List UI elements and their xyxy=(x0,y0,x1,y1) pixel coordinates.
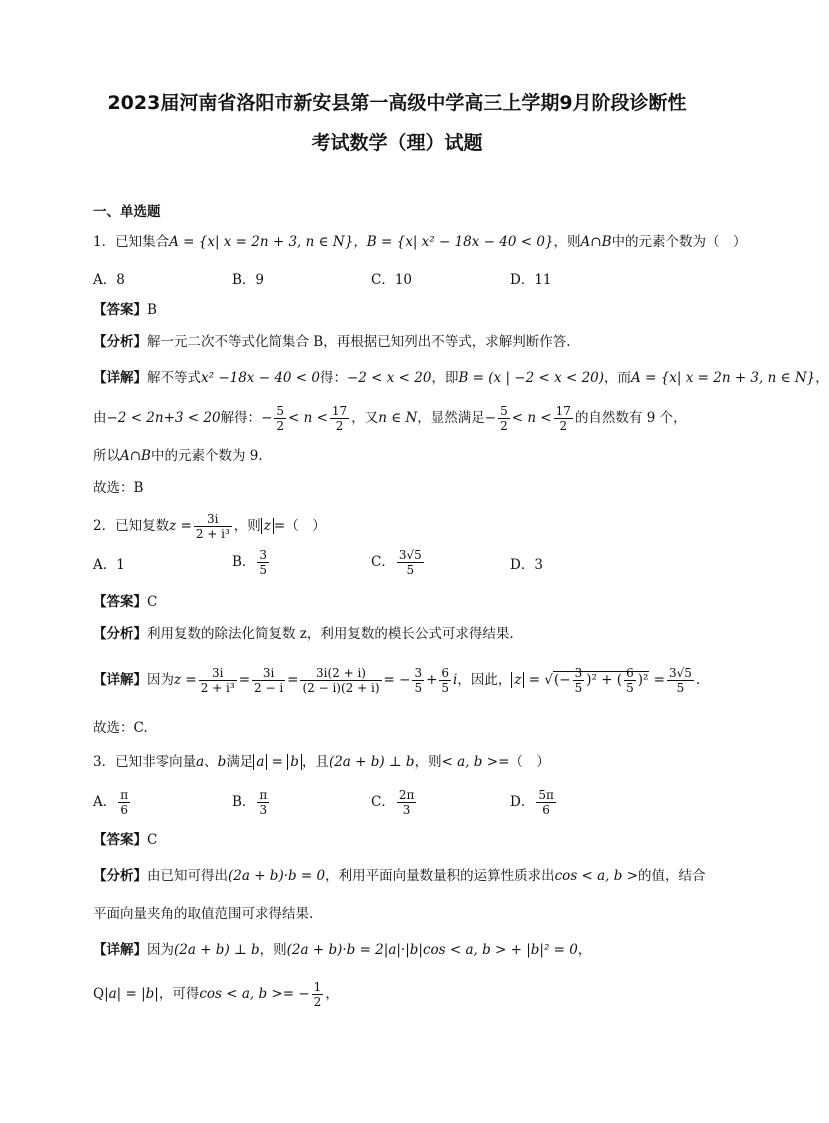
q1-set-a: A = {x| x = 2n + 3, n ∈ N} xyxy=(169,234,354,250)
fraction-den: 2 xyxy=(500,419,508,433)
q3-stem-text: 、 xyxy=(204,754,218,770)
q1-detail-math: B = (x | −2 < x < 20) xyxy=(458,370,605,386)
fraction xyxy=(257,788,269,817)
q3-detail-math: (2a + b)·b = 2|a|·|b|cos < a, b > + |b|² = 0 xyxy=(286,942,578,958)
q2-stem-text: 2．已知复数 xyxy=(93,518,170,534)
fraction-num: 3i xyxy=(194,512,232,527)
q1-detail-math: A = {x| x = 2n + 3, n ∈ N} xyxy=(631,370,816,386)
analysis-tag: 【分析】 xyxy=(93,868,147,884)
q2-stem: 2．已知复数z = $\frac{3i}{\text{2 + i³}}$ ，则 z =（ ） xyxy=(93,512,326,541)
fraction xyxy=(624,666,636,695)
q3-option-d xyxy=(510,788,558,817)
q3-detail-line2 xyxy=(93,980,339,1009)
fraction-num: 5π xyxy=(538,788,554,802)
q1-detail-text: ，即 xyxy=(431,370,459,386)
q3-option-a xyxy=(93,788,132,817)
answer-tag: 【答案】 xyxy=(93,302,147,318)
q1-stem-text: 1．已知集合 xyxy=(93,234,170,250)
q1-analysis-text: 解一元二次不等式化简集合 B，再根据已知列出不等式，求解判断作答. xyxy=(147,334,571,350)
q3-detail-line1 xyxy=(93,940,591,960)
q3-stem: 3．已知非零向量a、b满足 a = b ，且(2a + b) ⊥ b，则< a, b >=（ ） xyxy=(93,754,550,770)
analysis-tag: 【分析】 xyxy=(93,626,147,642)
q1-set-b: ，B = {x| x² − 18x − 40 < 0} xyxy=(353,234,554,250)
q3-analysis-math: (2a + b)·b = 0 xyxy=(228,868,326,884)
fraction-den: 5 xyxy=(441,681,450,695)
option-label: D． xyxy=(510,794,535,810)
fraction-den: 3 xyxy=(402,803,411,817)
q1-detail-math: −2 < x < 20 xyxy=(346,370,432,386)
fraction xyxy=(194,512,232,541)
option-label: A． xyxy=(93,794,117,810)
q1-option-c: C．10 xyxy=(371,272,413,288)
q1-detail-line3 xyxy=(93,446,263,466)
q2-answer xyxy=(93,592,157,612)
q2-conclusion: 故选：C. xyxy=(93,720,148,736)
q1-detail-math: A∩B xyxy=(120,448,151,464)
q3-detail-text: ，可得 xyxy=(158,986,200,1002)
detail-tag: 【详解】 xyxy=(93,370,147,386)
q1-detail-text: ，显然满足 xyxy=(417,410,485,426)
q3-stem-text: ，且 xyxy=(301,754,329,770)
q1-detail-text: 得： xyxy=(319,370,347,386)
q2-analysis xyxy=(93,624,514,644)
fraction-den: 2 − i xyxy=(254,681,284,695)
fraction-den: 2 xyxy=(559,419,568,433)
q2-detail: 【详解】因为z = $\frac{3i}{\text{2 + i³}}$ = $\frac{3i}{2 - i}$ = $\frac{3i(2 + i)}{(2 - i)(2 + i)}$ = − $\frac{3}{5}$ + $\frac{6}{5}$ i，因此， z = √(− $\frac{3}{5}$ )² + ( $\frac{6}{5}$ )² = $\frac{3√5}{5}$ . xyxy=(93,666,701,695)
fraction-num: 1 xyxy=(313,980,322,994)
q2-stem-text: ，则 xyxy=(233,518,261,534)
fraction xyxy=(439,666,451,695)
q1-detail-text: 所以 xyxy=(93,448,120,464)
fraction-num: 3√5 xyxy=(669,666,692,680)
fraction-den: 2 xyxy=(276,419,285,433)
fraction xyxy=(498,404,510,433)
q3-detail-math: cos < a, b >= − xyxy=(199,986,310,1002)
q3-answer xyxy=(93,830,157,850)
q2-option-b xyxy=(232,548,271,577)
fraction-den: 6 xyxy=(120,803,129,817)
fraction-den: 3 xyxy=(259,803,268,817)
q2-detail-text: ，因此， xyxy=(457,672,512,688)
q1-analysis xyxy=(93,332,571,352)
answer-tag: 【答案】 xyxy=(93,832,147,848)
q3-stem-text: =（ ） xyxy=(498,754,550,770)
q3-answer-value: C xyxy=(147,832,158,848)
q3-detail-math: (2a + b) ⊥ b xyxy=(174,942,260,958)
fraction-num: 6 xyxy=(626,666,634,680)
analysis-tag: 【分析】 xyxy=(93,334,147,350)
fraction xyxy=(252,666,285,695)
fraction-num: 3√5 xyxy=(398,548,422,562)
fraction xyxy=(397,548,424,577)
q3-analysis-text: 的值，结合 xyxy=(638,868,706,884)
q1-detail-math: −2 < 2n+3 < 20 xyxy=(106,410,221,426)
fraction xyxy=(536,788,556,817)
q1-detail-text: ，而 xyxy=(604,370,632,386)
fraction xyxy=(118,788,130,817)
q2-option-d: D．3 xyxy=(510,557,543,573)
fraction xyxy=(397,788,417,817)
q1-stem-text2: ，则 xyxy=(553,234,581,250)
page-title-line1: 2023届河南省洛阳市新安县第一高级中学高三上学期9月阶段诊断性 xyxy=(107,92,687,114)
fraction xyxy=(300,666,381,695)
answer-tag: 【答案】 xyxy=(93,594,147,610)
q2-option-c xyxy=(371,548,426,577)
q3-option-c xyxy=(371,788,418,817)
fraction-num: 3i(2 + i) xyxy=(300,666,381,681)
fraction-num: 17 xyxy=(555,404,571,418)
q2-detail-text: 因为 xyxy=(147,672,174,688)
fraction xyxy=(312,980,324,1009)
q3-analysis-line1: 【分析】由已知可得出(2a + b)·b = 0，利用平面向量数量积的运算性质求出cos < a, b >的值，结合 xyxy=(93,868,706,884)
q1-conclusion: 故选：B xyxy=(93,480,144,496)
q3-option-b xyxy=(232,788,271,817)
section-heading: 一、单选题 xyxy=(93,204,161,220)
fraction-den: 5 xyxy=(259,563,268,577)
q1-answer-value: B xyxy=(147,302,157,318)
fraction-num: π xyxy=(259,788,268,802)
q1-stem-text3: 中的元素个数为（ ） xyxy=(611,234,747,250)
fraction-den: 6 xyxy=(542,803,550,817)
q3-detail-text: ，则 xyxy=(259,942,287,958)
q3-detail-text: ， xyxy=(577,942,592,958)
fraction-num: 3 xyxy=(259,548,268,562)
q1-option-d: D．11 xyxy=(510,272,552,288)
q3-stem-text: 3．已知非零向量 xyxy=(93,754,197,770)
fraction-num: 2π xyxy=(398,788,415,802)
fraction-den: 5 xyxy=(626,681,634,695)
fraction-den: 5 xyxy=(574,681,583,695)
fraction-num: 6 xyxy=(441,666,450,680)
q1-detail-line2: 由−2 < 2n+3 < 20解得：− $\frac{5}{2}$ < n < $\frac{17}{2}$ ，又n ∈ N，显然满足− $\frac{5}{2}$ < n < $\frac{17}{2}$ 的自然数有 9 个， xyxy=(93,404,687,433)
page-title-line2: 考试数学（理）试题 xyxy=(311,132,483,154)
q2-answer-value: C xyxy=(147,594,158,610)
fraction xyxy=(573,666,585,695)
q1-detail-math: n ∈ N xyxy=(378,410,418,426)
q1-intersection: A∩B xyxy=(580,234,612,250)
fraction-num: 5 xyxy=(500,404,508,418)
fraction xyxy=(257,548,269,577)
fraction-num: 5 xyxy=(276,404,285,418)
fraction-den: 2 xyxy=(335,419,344,433)
fraction xyxy=(274,404,286,433)
fraction xyxy=(554,404,573,433)
fraction xyxy=(412,666,424,695)
fraction-den: 2 + i³ xyxy=(195,527,230,541)
q1-detail-text: 解得： xyxy=(220,410,262,426)
q1-answer xyxy=(93,300,157,320)
q3-analysis-line2: 平面向量夹角的取值范围可求得结果. xyxy=(93,906,314,922)
q2-option-a: A．1 xyxy=(93,557,125,573)
q1-option-b: B．9 xyxy=(232,272,265,288)
fraction-den: 2 xyxy=(313,995,322,1009)
option-label: C． xyxy=(371,554,395,570)
q3-analysis-text: ，利用平面向量数量积的运算性质求出 xyxy=(325,868,555,884)
q3-detail-text: Q xyxy=(93,986,105,1002)
q3-analysis-text: 由已知可得出 xyxy=(147,868,228,884)
fraction-num: 3i xyxy=(252,666,285,681)
fraction-num: 3 xyxy=(414,666,423,680)
q1-detail-text: 中的元素个数为 9. xyxy=(150,448,263,464)
q1-stem xyxy=(93,232,747,252)
q3-detail-text: ， xyxy=(325,986,339,1002)
q1-detail-text: 的自然数有 9 个， xyxy=(574,410,687,426)
fraction-den: 2 + i³ xyxy=(200,681,235,695)
fraction-num: π xyxy=(120,788,129,802)
q2-stem-text: =（ ） xyxy=(273,518,326,534)
fraction xyxy=(330,404,349,433)
fraction-den: 5 xyxy=(414,681,423,695)
q1-detail-math: x² −18x − 40 < 0 xyxy=(201,370,320,386)
fraction-den: 5 xyxy=(406,563,415,577)
q2-analysis-text: 利用复数的除法化简复数 z，利用复数的模长公式可求得结果. xyxy=(147,626,514,642)
option-label: C． xyxy=(371,794,395,810)
option-label: B． xyxy=(232,554,256,570)
q3-stem-text: ，则 xyxy=(414,754,442,770)
q1-detail-text: ，又 xyxy=(351,410,379,426)
fraction xyxy=(199,666,237,695)
q3-detail-text: 因为 xyxy=(147,942,174,958)
q3-stem-text: 满足 xyxy=(226,754,254,770)
q3-detail-math: |a| = |b| xyxy=(104,986,159,1002)
q1-detail-text: ， xyxy=(815,370,829,386)
fraction xyxy=(667,666,694,695)
detail-tag: 【详解】 xyxy=(93,942,147,958)
q1-detail-text: 解不等式 xyxy=(147,370,201,386)
fraction-num: 3 xyxy=(574,666,583,680)
fraction-den: 5 xyxy=(676,681,685,695)
q1-detail-line1 xyxy=(93,368,829,388)
detail-tag: 【详解】 xyxy=(93,672,147,688)
q1-option-a: A．8 xyxy=(93,272,125,288)
fraction-num: 3i xyxy=(199,666,237,681)
option-label: B． xyxy=(232,794,256,810)
fraction-den: (2 − i)(2 + i) xyxy=(302,681,380,695)
fraction-num: 17 xyxy=(331,404,348,418)
q1-detail-text: 由 xyxy=(93,410,107,426)
